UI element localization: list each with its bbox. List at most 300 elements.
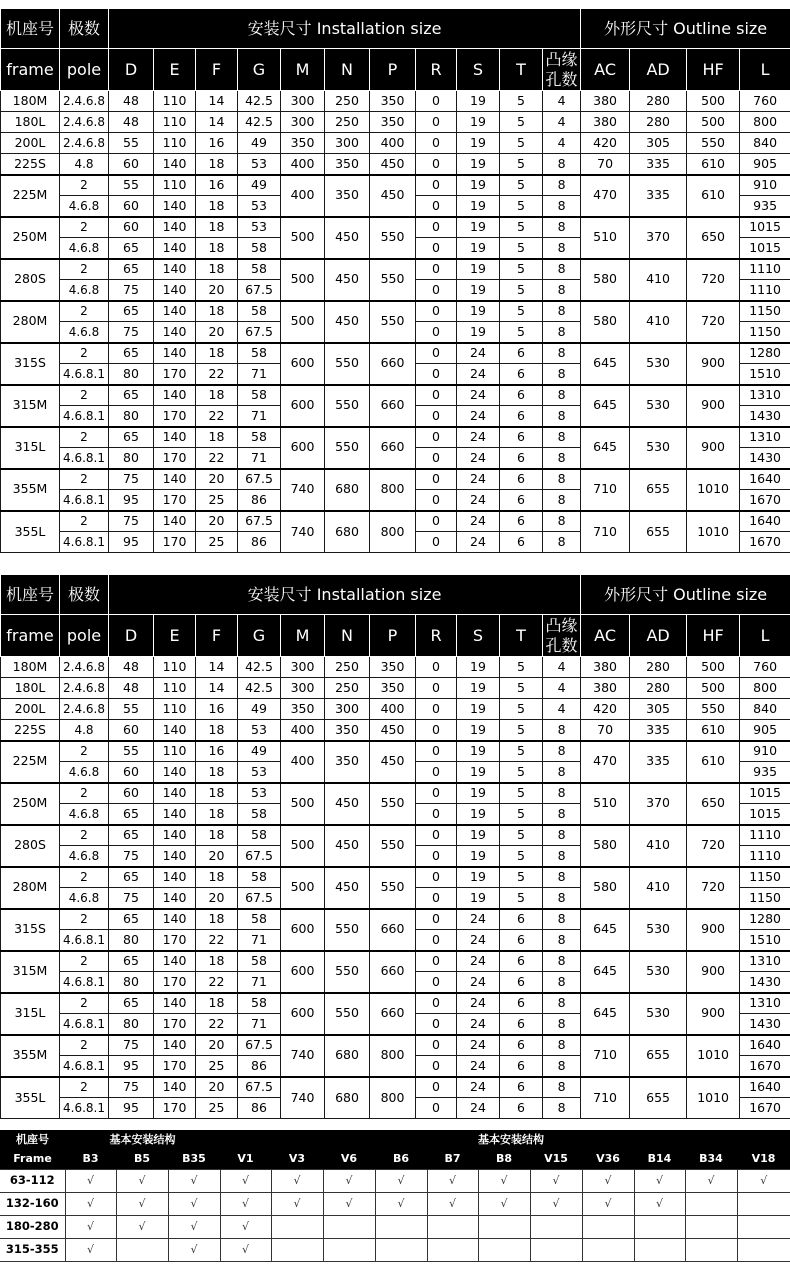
cell-T: 5	[500, 112, 543, 133]
mount-col-header-b34: B34	[685, 1149, 737, 1169]
cell-L: 1280	[740, 909, 790, 930]
pole-cell: 4.6.8	[60, 804, 109, 825]
cell-G: 58	[238, 301, 281, 322]
pole-cell: 4.6.8.1	[60, 930, 109, 951]
cell-E: 140	[154, 322, 196, 343]
cell-G: 58	[238, 825, 281, 846]
cell-S: 19	[457, 196, 500, 217]
cell-F: 20	[196, 1077, 238, 1098]
cell-T: 5	[500, 804, 543, 825]
cell-N: 250	[325, 112, 370, 133]
cell-L: 910	[740, 175, 790, 196]
col-header-G: G	[238, 49, 281, 91]
cell-R: 0	[416, 909, 457, 930]
cell-L: 800	[740, 678, 790, 699]
cell-F: 22	[196, 364, 238, 385]
cell-E: 140	[154, 469, 196, 490]
dimension-table-body	[1, 657, 790, 1119]
check-mark-icon: √	[634, 1169, 685, 1192]
frame-cell: 225M	[1, 175, 60, 217]
cell-HF: 900	[687, 343, 740, 385]
cell-S: 19	[457, 741, 500, 762]
cell-E: 140	[154, 511, 196, 532]
table-row	[0, 1238, 790, 1261]
cell-T: 5	[500, 699, 543, 720]
cell-S: 19	[457, 783, 500, 804]
table-row	[1, 825, 790, 846]
cell-R: 0	[416, 1056, 457, 1077]
installation-size-header: 安装尺寸 Installation size	[109, 575, 581, 615]
cell-HF: 550	[687, 133, 740, 154]
table-row	[1, 511, 790, 532]
empty-cell	[737, 1238, 790, 1261]
col-header-E: E	[154, 615, 196, 657]
cell-R: 0	[416, 154, 457, 175]
cell-R: 0	[416, 259, 457, 280]
frame-cell: 315L	[1, 427, 60, 469]
table-row	[1, 91, 790, 112]
table-row	[1, 343, 790, 364]
cell-R: 0	[416, 532, 457, 553]
table-row	[0, 1169, 790, 1192]
cell-S: 24	[457, 511, 500, 532]
frame-en-header: frame	[1, 49, 60, 91]
cell-holes: 4	[543, 133, 581, 154]
cell-holes: 8	[543, 175, 581, 196]
cell-G: 58	[238, 385, 281, 406]
mount-col-header-b3: B3	[65, 1149, 116, 1169]
cell-D: 65	[109, 951, 154, 972]
cell-E: 140	[154, 154, 196, 175]
cell-AC: 380	[581, 112, 630, 133]
cell-AD: 335	[630, 741, 687, 783]
cell-AD: 335	[630, 175, 687, 217]
cell-AD: 655	[630, 469, 687, 511]
cell-R: 0	[416, 1077, 457, 1098]
check-mark-icon: √	[478, 1192, 530, 1215]
cell-T: 6	[500, 930, 543, 951]
cell-AC: 380	[581, 657, 630, 678]
frame-cell: 225S	[1, 720, 60, 741]
cell-R: 0	[416, 385, 457, 406]
cell-S: 24	[457, 1014, 500, 1035]
cell-holes: 8	[543, 972, 581, 993]
cell-P: 660	[370, 993, 416, 1035]
cell-L: 1310	[740, 385, 790, 406]
cell-AC: 710	[581, 469, 630, 511]
cell-S: 19	[457, 154, 500, 175]
cell-G: 53	[238, 720, 281, 741]
cell-F: 18	[196, 909, 238, 930]
mount-column-header-row	[0, 1149, 790, 1169]
cell-T: 5	[500, 657, 543, 678]
cell-S: 19	[457, 280, 500, 301]
table-row	[1, 112, 790, 133]
cell-S: 19	[457, 91, 500, 112]
col-header-S: S	[457, 49, 500, 91]
pole-cell: 2	[60, 783, 109, 804]
cell-L: 1110	[740, 280, 790, 301]
empty-cell	[116, 1238, 168, 1261]
cell-L: 1310	[740, 427, 790, 448]
pole-cell: 2.4.6.8	[60, 678, 109, 699]
cell-HF: 720	[687, 825, 740, 867]
cell-G: 49	[238, 133, 281, 154]
cell-E: 170	[154, 490, 196, 511]
check-mark-icon: √	[634, 1192, 685, 1215]
cell-S: 19	[457, 175, 500, 196]
frame-cell: 250M	[1, 217, 60, 259]
cell-T: 5	[500, 825, 543, 846]
table-row	[1, 1077, 790, 1098]
cell-M: 740	[281, 511, 325, 553]
cell-holes: 8	[543, 301, 581, 322]
col-header-M: M	[281, 49, 325, 91]
cell-E: 110	[154, 699, 196, 720]
cell-L: 840	[740, 699, 790, 720]
cell-HF: 610	[687, 175, 740, 217]
flange-holes-line2: 孔数	[545, 69, 578, 89]
cell-E: 140	[154, 762, 196, 783]
cell-F: 25	[196, 1098, 238, 1119]
pole-cell: 2	[60, 909, 109, 930]
cell-D: 55	[109, 175, 154, 196]
pole-cell: 4.6.8.1	[60, 1098, 109, 1119]
cell-T: 5	[500, 280, 543, 301]
cell-E: 140	[154, 951, 196, 972]
cell-M: 500	[281, 825, 325, 867]
mount-col-header-v15: V15	[530, 1149, 582, 1169]
mount-col-header-b5: B5	[116, 1149, 168, 1169]
cell-M: 300	[281, 112, 325, 133]
frame-cell: 315L	[1, 993, 60, 1035]
cell-holes: 8	[543, 1098, 581, 1119]
cell-holes: 8	[543, 951, 581, 972]
cell-P: 350	[370, 112, 416, 133]
cell-P: 800	[370, 511, 416, 553]
pole-cell: 2	[60, 427, 109, 448]
cell-holes: 4	[543, 678, 581, 699]
cell-T: 5	[500, 678, 543, 699]
cell-E: 110	[154, 133, 196, 154]
cell-AD: 655	[630, 1035, 687, 1077]
cell-S: 19	[457, 657, 500, 678]
mount-frame-cell: 180-280	[0, 1215, 65, 1238]
cell-T: 6	[500, 343, 543, 364]
cell-HF: 900	[687, 427, 740, 469]
cell-L: 1310	[740, 993, 790, 1014]
cell-L: 1430	[740, 1014, 790, 1035]
cell-G: 71	[238, 364, 281, 385]
pole-cell: 2	[60, 993, 109, 1014]
pole-cell: 4.6.8	[60, 888, 109, 909]
outline-size-header: 外形尺寸 Outline size	[581, 9, 790, 49]
cell-L: 1670	[740, 1098, 790, 1119]
mount-col-header-b7: B7	[427, 1149, 478, 1169]
cell-holes: 8	[543, 720, 581, 741]
cell-R: 0	[416, 364, 457, 385]
cell-R: 0	[416, 280, 457, 301]
cell-T: 6	[500, 427, 543, 448]
empty-cell	[530, 1215, 582, 1238]
cell-D: 75	[109, 846, 154, 867]
cell-holes: 8	[543, 825, 581, 846]
cell-N: 550	[325, 343, 370, 385]
cell-E: 110	[154, 91, 196, 112]
cell-L: 1110	[740, 846, 790, 867]
cell-E: 140	[154, 343, 196, 364]
check-mark-icon: √	[168, 1169, 220, 1192]
cell-L: 905	[740, 154, 790, 175]
cell-T: 6	[500, 490, 543, 511]
cell-E: 140	[154, 238, 196, 259]
cell-N: 350	[325, 720, 370, 741]
cell-G: 42.5	[238, 91, 281, 112]
cell-R: 0	[416, 427, 457, 448]
empty-cell	[737, 1192, 790, 1215]
table-row	[1, 783, 790, 804]
cell-T: 6	[500, 385, 543, 406]
column-header-row	[1, 49, 790, 91]
cell-T: 5	[500, 867, 543, 888]
cell-holes: 8	[543, 993, 581, 1014]
cell-F: 22	[196, 1014, 238, 1035]
cell-L: 760	[740, 657, 790, 678]
cell-AC: 70	[581, 720, 630, 741]
cell-R: 0	[416, 762, 457, 783]
cell-L: 935	[740, 196, 790, 217]
cell-HF: 1010	[687, 469, 740, 511]
check-mark-icon: √	[116, 1215, 168, 1238]
cell-G: 67.5	[238, 888, 281, 909]
cell-P: 400	[370, 699, 416, 720]
frame-cell: 280M	[1, 301, 60, 343]
cell-AD: 410	[630, 825, 687, 867]
cell-N: 550	[325, 993, 370, 1035]
cell-AC: 645	[581, 909, 630, 951]
pole-cell: 4.6.8.1	[60, 532, 109, 553]
cell-G: 86	[238, 1056, 281, 1077]
cell-holes: 8	[543, 322, 581, 343]
cell-S: 24	[457, 1035, 500, 1056]
cell-E: 140	[154, 825, 196, 846]
dimension-table-body	[1, 91, 790, 553]
pole-en-header: pole	[60, 615, 109, 657]
cell-S: 24	[457, 972, 500, 993]
cell-S: 24	[457, 909, 500, 930]
cell-P: 450	[370, 720, 416, 741]
cell-D: 60	[109, 720, 154, 741]
cell-S: 24	[457, 1098, 500, 1119]
frame-cell: 180L	[1, 678, 60, 699]
cell-T: 5	[500, 133, 543, 154]
cell-L: 1510	[740, 930, 790, 951]
pole-cell: 2	[60, 175, 109, 196]
cell-S: 19	[457, 762, 500, 783]
cell-F: 16	[196, 175, 238, 196]
cell-M: 400	[281, 741, 325, 783]
cell-L: 1640	[740, 1035, 790, 1056]
cell-G: 71	[238, 448, 281, 469]
cell-P: 800	[370, 469, 416, 511]
cell-M: 600	[281, 909, 325, 951]
cell-HF: 610	[687, 154, 740, 175]
cell-AC: 380	[581, 91, 630, 112]
cell-D: 80	[109, 930, 154, 951]
cell-L: 1110	[740, 825, 790, 846]
empty-cell	[634, 1238, 685, 1261]
check-mark-icon: √	[271, 1169, 323, 1192]
cell-D: 80	[109, 448, 154, 469]
cell-N: 450	[325, 783, 370, 825]
check-mark-icon: √	[323, 1169, 375, 1192]
cell-G: 49	[238, 741, 281, 762]
cell-L: 1430	[740, 448, 790, 469]
pole-cell: 2.4.6.8	[60, 133, 109, 154]
cell-L: 1280	[740, 343, 790, 364]
frame-cell: 200L	[1, 133, 60, 154]
check-mark-icon: √	[116, 1192, 168, 1215]
check-mark-icon: √	[737, 1169, 790, 1192]
flange-holes-line2: 孔数	[545, 635, 578, 655]
pole-cell: 2	[60, 259, 109, 280]
cell-L: 1670	[740, 1056, 790, 1077]
cell-AD: 530	[630, 427, 687, 469]
pole-cell: 4.6.8.1	[60, 406, 109, 427]
col-header-F: F	[196, 615, 238, 657]
cell-HF: 900	[687, 993, 740, 1035]
col-header-AD: AD	[630, 615, 687, 657]
cell-P: 550	[370, 867, 416, 909]
mount-col-header-b35: B35	[168, 1149, 220, 1169]
cell-R: 0	[416, 951, 457, 972]
table-row	[1, 469, 790, 490]
cell-holes: 8	[543, 762, 581, 783]
cell-AD: 530	[630, 343, 687, 385]
cell-L: 840	[740, 133, 790, 154]
cell-AC: 510	[581, 217, 630, 259]
cell-M: 740	[281, 469, 325, 511]
cell-N: 450	[325, 825, 370, 867]
cell-G: 71	[238, 972, 281, 993]
cell-D: 75	[109, 322, 154, 343]
cell-R: 0	[416, 846, 457, 867]
cell-S: 19	[457, 259, 500, 280]
col-header-AC: AC	[581, 49, 630, 91]
cell-AD: 370	[630, 217, 687, 259]
cell-T: 5	[500, 301, 543, 322]
cell-L: 1015	[740, 804, 790, 825]
cell-T: 5	[500, 175, 543, 196]
cell-F: 18	[196, 993, 238, 1014]
cell-holes: 4	[543, 699, 581, 720]
cell-holes: 8	[543, 804, 581, 825]
cell-T: 5	[500, 720, 543, 741]
cell-R: 0	[416, 112, 457, 133]
cell-D: 75	[109, 888, 154, 909]
cell-HF: 1010	[687, 1035, 740, 1077]
cell-E: 140	[154, 427, 196, 448]
col-header-N: N	[325, 615, 370, 657]
cell-G: 67.5	[238, 1077, 281, 1098]
cell-G: 42.5	[238, 112, 281, 133]
cell-E: 140	[154, 1077, 196, 1098]
cell-AC: 645	[581, 385, 630, 427]
cell-N: 680	[325, 469, 370, 511]
cell-R: 0	[416, 1014, 457, 1035]
cell-T: 5	[500, 154, 543, 175]
cell-T: 6	[500, 469, 543, 490]
cell-D: 80	[109, 406, 154, 427]
cell-D: 48	[109, 112, 154, 133]
check-mark-icon: √	[375, 1192, 427, 1215]
cell-D: 75	[109, 511, 154, 532]
table-row	[1, 154, 790, 175]
cell-R: 0	[416, 469, 457, 490]
cell-P: 550	[370, 825, 416, 867]
check-mark-icon: √	[478, 1169, 530, 1192]
cell-F: 22	[196, 448, 238, 469]
cell-F: 14	[196, 678, 238, 699]
cell-P: 660	[370, 951, 416, 993]
check-mark-icon: √	[530, 1192, 582, 1215]
pole-cell: 4.6.8	[60, 322, 109, 343]
cell-T: 6	[500, 951, 543, 972]
cell-N: 350	[325, 175, 370, 217]
cell-D: 65	[109, 993, 154, 1014]
cell-F: 18	[196, 825, 238, 846]
cell-AD: 530	[630, 951, 687, 993]
cell-G: 67.5	[238, 1035, 281, 1056]
frame-cell: 355M	[1, 469, 60, 511]
empty-cell	[271, 1215, 323, 1238]
cell-E: 110	[154, 175, 196, 196]
cell-L: 760	[740, 91, 790, 112]
cell-R: 0	[416, 825, 457, 846]
frame-cell: 180L	[1, 112, 60, 133]
cell-L: 1430	[740, 406, 790, 427]
cell-E: 170	[154, 1056, 196, 1077]
col-header-flange-holes	[543, 49, 581, 91]
col-header-G: G	[238, 615, 281, 657]
cell-G: 86	[238, 490, 281, 511]
cell-N: 550	[325, 909, 370, 951]
cell-AC: 420	[581, 699, 630, 720]
cell-E: 170	[154, 1014, 196, 1035]
cell-AD: 280	[630, 112, 687, 133]
col-header-L: L	[740, 615, 790, 657]
cell-S: 24	[457, 490, 500, 511]
cell-P: 350	[370, 91, 416, 112]
col-header-T: T	[500, 49, 543, 91]
cell-HF: 500	[687, 657, 740, 678]
cell-AD: 655	[630, 1077, 687, 1119]
cell-R: 0	[416, 301, 457, 322]
cell-AC: 470	[581, 741, 630, 783]
cell-S: 19	[457, 888, 500, 909]
cell-D: 95	[109, 532, 154, 553]
cell-R: 0	[416, 175, 457, 196]
cell-D: 75	[109, 1077, 154, 1098]
frame-cell: 225S	[1, 154, 60, 175]
cell-AC: 70	[581, 154, 630, 175]
cell-M: 350	[281, 133, 325, 154]
cell-D: 95	[109, 1098, 154, 1119]
cell-T: 6	[500, 993, 543, 1014]
cell-T: 5	[500, 217, 543, 238]
cell-AC: 580	[581, 825, 630, 867]
cell-T: 6	[500, 511, 543, 532]
